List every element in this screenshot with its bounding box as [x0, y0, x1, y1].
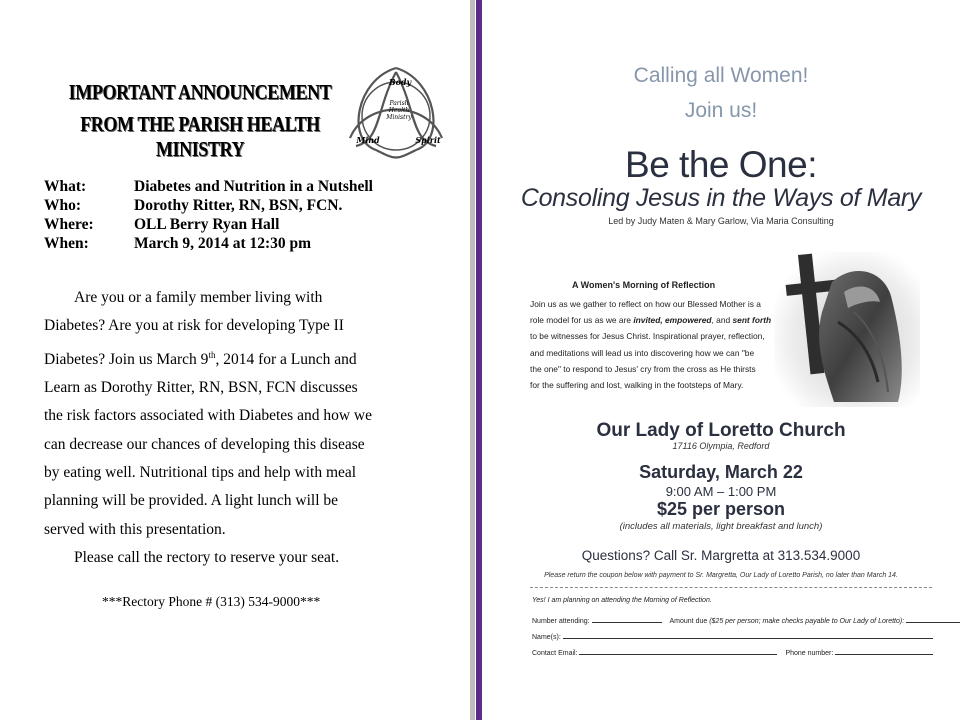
church-address: 17116 Olympia, Redford — [672, 441, 770, 451]
reflection-part: , and — [711, 315, 733, 326]
church-name: Our Lady of Loretto Church — [596, 420, 846, 441]
reflection-emphasis: sent forth — [732, 315, 772, 326]
mary-cross-statue-image — [774, 252, 920, 407]
contact-email-label: Contact Email: — [532, 650, 578, 657]
reflection-flyer — [482, 0, 960, 720]
reflection-line: for the suffering and lost, walking in the footsteps of Mary. — [530, 380, 744, 391]
body-line: can decrease our chances of developing this disease — [44, 435, 365, 453]
body-line-part: , 2014 for a Lunch and — [215, 350, 357, 368]
coupon-row-names — [532, 632, 933, 641]
amount-note: ($25 per person; make checks payable to Our Lady of Loretto): — [709, 618, 905, 625]
names-field[interactable] — [563, 632, 933, 639]
reflection-emphasis: invited, empowered — [633, 315, 712, 326]
announcement-body — [44, 284, 404, 572]
event-date: Saturday, March 22 — [639, 462, 803, 482]
ordinal-suffix: th — [208, 349, 216, 360]
info-label: What: — [44, 178, 87, 195]
body-line: Learn as Dorothy Ritter, RN, BSN, FCN discusses — [44, 379, 358, 397]
rectory-phone: ***Rectory Phone # (313) 534-9000*** — [102, 594, 321, 609]
coupon-row-attendance — [532, 616, 960, 625]
amount-due-label: Amount due — [669, 618, 708, 625]
info-value: Dorothy Ritter, RN, BSN, FCN. — [134, 197, 343, 214]
calling-heading: Calling all Women! — [633, 64, 809, 87]
body-line: by eating well. Nutritional tips and help with meal — [44, 463, 357, 481]
logo-spirit-label: Spirit — [415, 135, 441, 145]
names-label: Name(s): — [532, 634, 561, 641]
reflection-line: and meditations will lead us into discovering how we can "be — [530, 347, 755, 358]
event-subtitle: Consoling Jesus in the Ways of Mary — [520, 184, 922, 212]
amount-due-field[interactable] — [906, 616, 960, 623]
announcement-subheadline: FROM THE PARISH HEALTH MINISTRY — [80, 112, 320, 161]
body-line: Please call the rectory to reserve your seat. — [74, 548, 340, 566]
page-divider-gray — [470, 0, 475, 720]
coupon-row-contact — [532, 648, 933, 657]
coupon-cut-line — [530, 587, 932, 588]
body-line: Diabetes? Are you at risk for developing Type II — [44, 317, 344, 335]
coupon-rsvp-statement: Yes! I am planning on attending the Morning of Reflection. — [532, 597, 712, 604]
reflection-line — [530, 312, 800, 328]
reflection-description — [530, 296, 800, 393]
questions-contact: Questions? Call Sr. Margretta at 313.534.9000 — [581, 548, 861, 563]
reflection-line: the one" to respond to Jesus' cry from the cross as He thirsts — [530, 363, 756, 374]
reflection-part: role model for us as we are — [530, 315, 634, 326]
event-time: 9:00 AM – 1:00 PM — [665, 484, 777, 499]
reflection-line: to be witnesses for Jesus Christ. Inspirational prayer, reflection, — [530, 331, 765, 342]
info-label: Where: — [44, 216, 94, 233]
led-by-credit: Led by Judy Maten & Mary Garlow, Via Maria Consulting — [608, 216, 834, 226]
logo-center-line1: Parish — [389, 100, 409, 107]
info-value: OLL Berry Ryan Hall — [134, 216, 280, 233]
info-label: Who: — [44, 197, 82, 214]
price-note: (includes all materials, light breakfast and lunch) — [619, 521, 823, 532]
logo-center-line3: Ministry — [386, 114, 412, 121]
number-attending-label: Number attending: — [532, 618, 590, 625]
reflection-line: Join us as we gather to reflect on how our Blessed Mother is a — [530, 299, 761, 309]
body-line: planning will be provided. A light lunch will be — [44, 492, 339, 510]
body-line — [44, 341, 404, 374]
return-note: Please return the coupon below with payment to Sr. Margretta, Our Lady of Loretto Parish, no later than March 14. — [544, 572, 898, 579]
logo-mind-label: Mind — [356, 135, 380, 145]
join-heading: Join us! — [684, 99, 758, 122]
info-label: When: — [44, 235, 89, 252]
event-title: Be the One: — [625, 144, 817, 185]
body-line-part: Diabetes? Join us March 9 — [44, 350, 209, 368]
health-ministry-flyer — [0, 0, 470, 720]
body-line: the risk factors associated with Diabetes and how we — [44, 407, 372, 425]
body-line: Are you or a family member living with — [74, 289, 323, 306]
logo-body-label: Body — [388, 77, 412, 87]
logo-center-line2: Health — [388, 107, 410, 114]
number-attending-field[interactable] — [592, 616, 662, 623]
body-line: served with this presentation. — [44, 520, 226, 538]
reflection-heading: A Women's Morning of Reflection — [572, 280, 716, 290]
contact-email-field[interactable] — [579, 648, 777, 655]
announcement-headline: IMPORTANT ANNOUNCEMENT — [68, 80, 332, 104]
info-value: March 9, 2014 at 12:30 pm — [134, 235, 312, 252]
phone-number-field[interactable] — [835, 648, 933, 655]
event-price: $25 per person — [656, 499, 786, 519]
trinity-knot-logo — [336, 60, 456, 160]
phone-number-label: Phone number: — [785, 650, 834, 657]
info-value: Diabetes and Nutrition in a Nutshell — [134, 178, 373, 195]
